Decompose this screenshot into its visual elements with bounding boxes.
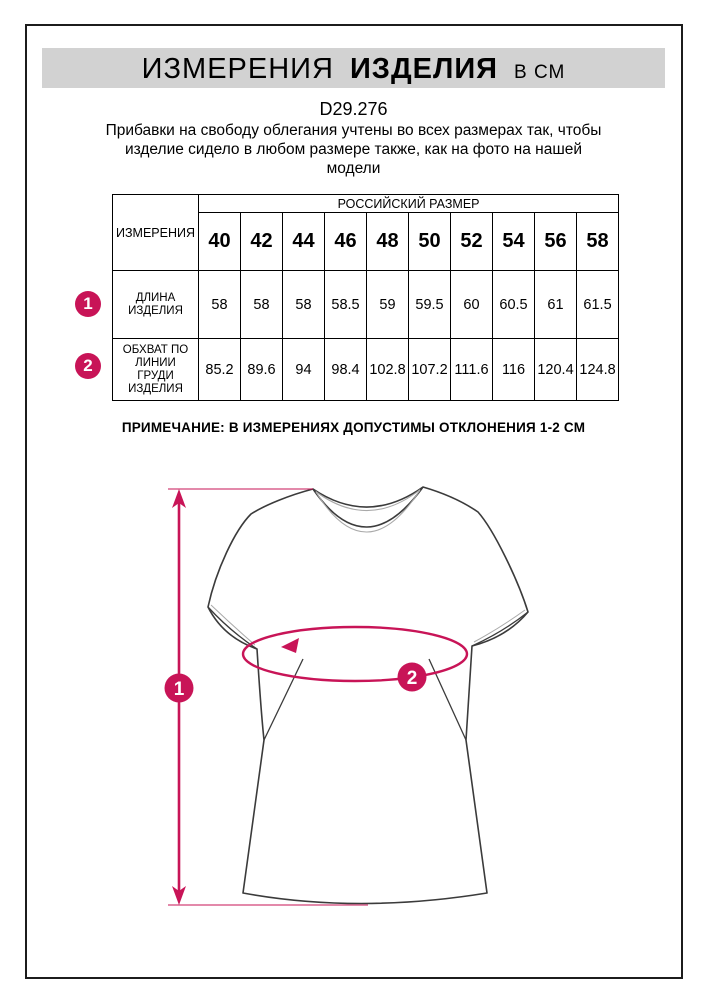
- row-label-length: [113, 271, 199, 339]
- row-label-line: ИЗДЕЛИЯ: [128, 382, 183, 395]
- table-row-length: [113, 271, 619, 339]
- fit-description: [85, 121, 622, 178]
- measurement-value-cell: 124.8: [577, 339, 619, 401]
- page-title-bar: [42, 48, 665, 88]
- row-marker-badge-2: 2: [75, 353, 101, 379]
- product-code: D29.276: [319, 99, 388, 119]
- size-header-cell: 54: [493, 213, 535, 271]
- row-label-line: ГРУДИ: [137, 369, 174, 382]
- measurement-value-cell: 58: [199, 271, 241, 339]
- size-header-cell: 50: [409, 213, 451, 271]
- row-label-line: ИЗДЕЛИЯ: [128, 304, 183, 317]
- measurement-value-cell: 61.5: [577, 271, 619, 339]
- size-measurements-table: [112, 194, 619, 401]
- row-label-chest: [113, 339, 199, 401]
- measurement-value-cell: 98.4: [325, 339, 367, 401]
- measurement-value-cell: 89.6: [241, 339, 283, 401]
- measurement-value-cell: 116: [493, 339, 535, 401]
- size-header-cell: 58: [577, 213, 619, 271]
- fit-description-line: Прибавки на свободу облегания учтены во всех размерах так, чтобы: [105, 122, 602, 139]
- size-header-cell: 48: [367, 213, 409, 271]
- table-row-chest: [113, 339, 619, 401]
- tolerance-note: ПРИМЕЧАНИЕ: В ИЗМЕРЕНИЯХ ДОПУСТИМЫ ОТКЛОНЕНИЯ 1-2 СМ: [121, 420, 586, 435]
- measurement-value-cell: 59: [367, 271, 409, 339]
- size-header-cell: 46: [325, 213, 367, 271]
- measurement-value-cell: 94: [283, 339, 325, 401]
- measurement-value-cell: 60.5: [493, 271, 535, 339]
- size-header-cell: 52: [451, 213, 493, 271]
- row-label-line: ОБХВАТ ПО: [122, 343, 189, 356]
- measurement-value-cell: 58: [283, 271, 325, 339]
- page-title-unit: В СМ: [514, 62, 566, 83]
- page-title-emphasis: ИЗДЕЛИЯ: [349, 53, 499, 85]
- table-corner-header: ИЗМЕРЕНИЯ: [113, 195, 199, 271]
- measurement-value-cell: 111.6: [451, 339, 493, 401]
- measurement-value-cell: 58: [241, 271, 283, 339]
- row-label-line: ЛИНИИ: [135, 356, 176, 369]
- size-header-cell: 56: [535, 213, 577, 271]
- size-header-cell: 44: [283, 213, 325, 271]
- measurement-value-cell: 102.8: [367, 339, 409, 401]
- measurement-value-cell: 59.5: [409, 271, 451, 339]
- row-label-line: ДЛИНА: [135, 291, 176, 304]
- fit-description-line: модели: [326, 160, 381, 177]
- measurement-value-cell: 107.2: [409, 339, 451, 401]
- diagram-marker-1-label: 1: [173, 679, 185, 700]
- diagram-marker-2-label: 2: [406, 668, 418, 689]
- page-title-main: ИЗМЕРЕНИЯ: [141, 53, 334, 85]
- garment-technical-drawing: [140, 470, 580, 920]
- measurement-value-cell: 60: [451, 271, 493, 339]
- measurement-value-cell: 58.5: [325, 271, 367, 339]
- fit-description-line: изделие сидело в любом размере также, как на фото на нашей: [124, 141, 583, 158]
- measurement-value-cell: 85.2: [199, 339, 241, 401]
- size-header-cell: 42: [241, 213, 283, 271]
- row-marker-badge-1: 1: [75, 291, 101, 317]
- size-header-cell: 40: [199, 213, 241, 271]
- table-size-group-header: РОССИЙСКИЙ РАЗМЕР: [199, 195, 619, 213]
- measurement-value-cell: 61: [535, 271, 577, 339]
- tshirt-outline: [208, 487, 528, 904]
- measurement-value-cell: 120.4: [535, 339, 577, 401]
